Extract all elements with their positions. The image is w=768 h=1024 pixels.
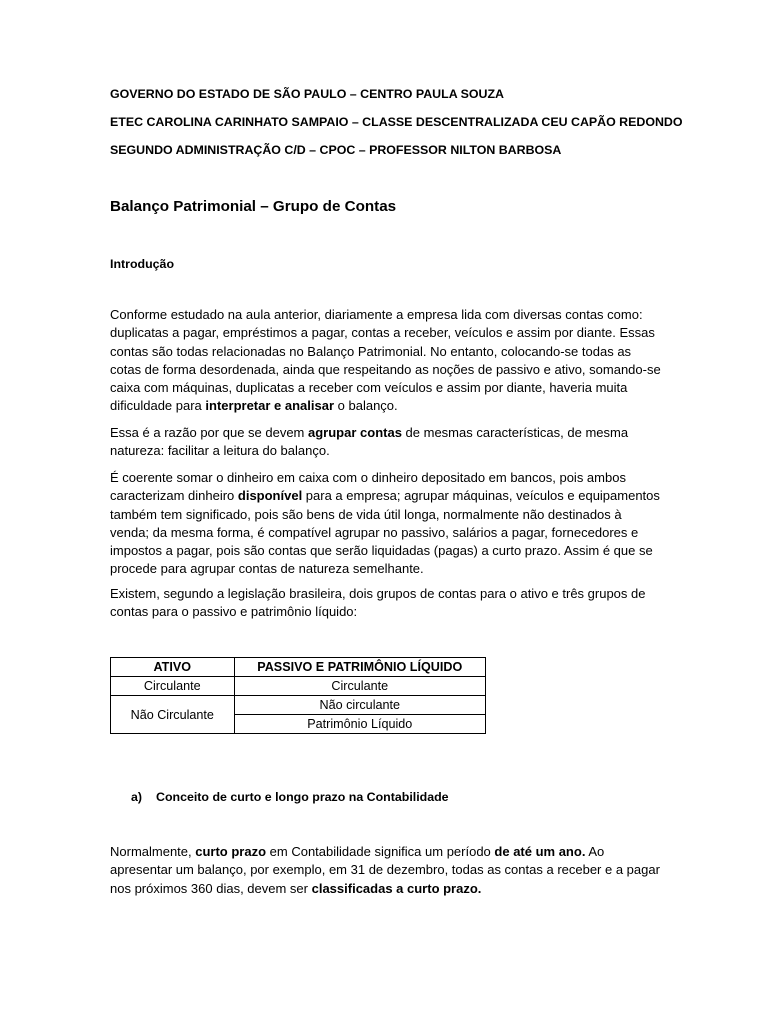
paragraph-line: impostos a pagar, pois são contas que serão liquidadas (pagas) a curto prazo. Assim é que se xyxy=(110,543,653,559)
text-run: Essa é a razão por que se devem xyxy=(110,425,309,440)
text-run: caracterizam dinheiro xyxy=(110,488,238,504)
paragraph-line: É coerente somar o dinheiro em caixa com o dinheiro depositado em bancos, pois ambos xyxy=(110,470,626,485)
paragraph-line: procede para agrupar contas de natureza semelhante. xyxy=(110,561,424,577)
bold-text-run: disponível xyxy=(237,488,303,504)
table-row xyxy=(111,696,486,715)
text-run: Normalmente, xyxy=(110,844,196,859)
paragraph-5 xyxy=(110,843,658,898)
column-header-ativo: ATIVO xyxy=(111,658,235,677)
document-title: Balanço Patrimonial – Grupo de Contas xyxy=(110,198,397,215)
text-run: o balanço. xyxy=(334,398,398,414)
text-run: dificuldade para xyxy=(110,398,206,414)
paragraph-line: natureza: facilitar a leitura do balanço. xyxy=(110,443,330,459)
text-run: para a empresa; agrupar máquinas, veículos e equipamentos xyxy=(302,488,660,504)
paragraph-line: Conforme estudado na aula anterior, diariamente a empresa lida com diversas contas como: xyxy=(110,307,643,322)
paragraph-line: contas para o passivo e patrimônio líquido: xyxy=(110,604,358,620)
table-cell: Patrimônio Líquido xyxy=(234,715,485,734)
table-cell: Não Circulante xyxy=(111,696,235,734)
list-marker: a) xyxy=(131,790,143,804)
bold-text-run: interpretar e analisar xyxy=(205,398,335,414)
text-run: Ao xyxy=(585,844,605,859)
intro-heading: Introdução xyxy=(110,257,175,271)
paragraph-3 xyxy=(110,469,658,579)
paragraph-line xyxy=(110,424,658,442)
account-groups-table xyxy=(110,657,486,734)
paragraph-2 xyxy=(110,424,658,461)
paragraph-line: duplicatas a pagar, empréstimos a pagar, contas a receber, veículos e assim por diante. Essas xyxy=(110,325,655,341)
bold-text-run: de até um ano. xyxy=(494,844,586,859)
paragraph-line xyxy=(110,843,658,861)
text-run: de mesmas características, de mesma xyxy=(401,425,629,440)
text-run: em Contabilidade significa um período xyxy=(266,844,495,859)
table-row xyxy=(111,677,486,696)
paragraph-line: apresentar um balanço, por exemplo, em 31 de dezembro, todas as contas a receber e a pagar xyxy=(110,862,660,878)
text-run: nos próximos 360 dias, devem ser xyxy=(110,880,312,896)
bold-text-run: classificadas a curto prazo. xyxy=(311,880,482,896)
paragraph-line xyxy=(110,880,658,898)
table-header-row xyxy=(111,658,486,677)
paragraph-line: venda; da mesma forma, é compatível agrupar no passivo, salários a pagar, fornecedores e xyxy=(110,524,639,540)
section-a-heading xyxy=(131,789,449,805)
paragraph-1 xyxy=(110,306,661,416)
bold-text-run: agrupar contas xyxy=(308,425,402,440)
paragraph-line: contas são todas relacionadas no Balanço Patrimonial. No entanto, colocando-se todas as xyxy=(110,343,632,359)
header-line-2: ETEC CAROLINA CARINHATO SAMPAIO – CLASSE DESCENTRALIZADA CEU CAPÃO REDONDO xyxy=(110,115,683,129)
header-line-1: GOVERNO DO ESTADO DE SÃO PAULO – CENTRO PAULA SOUZA xyxy=(110,87,504,101)
paragraph-line: Existem, segundo a legislação brasileira, dois grupos de contas para o ativo e três grupos de xyxy=(110,586,646,601)
paragraph-line xyxy=(110,487,658,505)
header-line-3: SEGUNDO ADMINISTRAÇÃO C/D – CPOC – PROFESSOR NILTON BARBOSA xyxy=(110,143,562,157)
table-cell: Circulante xyxy=(111,677,235,696)
paragraph-line xyxy=(110,397,658,415)
column-header-passivo: PASSIVO E PATRIMÔNIO LÍQUIDO xyxy=(234,658,485,677)
section-heading-text: Conceito de curto e longo prazo na Contabilidade xyxy=(156,790,449,804)
paragraph-line: caixa com máquinas, duplicatas a receber com veículos e assim por diante, haveria muita xyxy=(110,380,628,396)
table-cell: Circulante xyxy=(234,677,485,696)
paragraph-4 xyxy=(110,585,658,622)
bold-text-run: curto prazo xyxy=(195,844,267,859)
paragraph-line: cotas de forma desordenada, ainda que respeitando as noções de passivo e ativo, somando-se xyxy=(110,361,661,377)
paragraph-line: também tem significado, pois são bens de vida útil longa, normalmente não destinados à xyxy=(110,506,622,522)
table-cell: Não circulante xyxy=(234,696,485,715)
